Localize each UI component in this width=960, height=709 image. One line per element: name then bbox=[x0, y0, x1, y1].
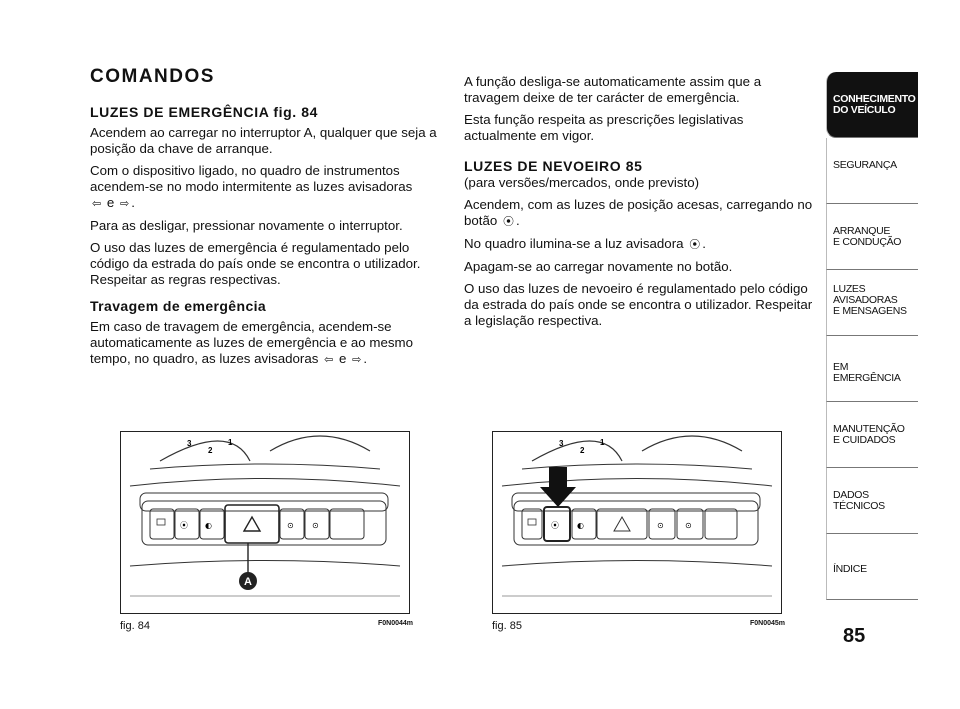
paragraph: Acendem ao carregar no interruptor A, qualquer que seja a posição da chave de arranque. bbox=[90, 125, 437, 156]
paragraph: Com o dispositivo ligado, no quadro de instrumentos acendem-se no modo intermitente as luzes avisadoras ⇦ e ⇨ . bbox=[90, 163, 413, 210]
paragraph-text: No quadro ilumina-se a luz avisadora bbox=[464, 236, 684, 251]
paragraph-text: Em caso de travagem de emergência, acendem-se automaticamente as luzes de emergência e ao mesmo tempo, no quadro, as luzes avisadoras bbox=[90, 319, 413, 366]
svg-text:⊙: ⊙ bbox=[312, 521, 319, 530]
gauge-number: 3 bbox=[559, 439, 564, 448]
right-column bbox=[464, 74, 814, 335]
gauge-number: 2 bbox=[208, 446, 213, 455]
svg-text:⊙: ⊙ bbox=[685, 521, 692, 530]
figure-85-caption: fig. 85 bbox=[492, 620, 522, 632]
front-fog-light-icon: ⦿ bbox=[502, 216, 514, 228]
figure-frame bbox=[492, 431, 782, 614]
left-column bbox=[90, 66, 440, 374]
front-fog-light-icon: ⦿ bbox=[689, 239, 701, 251]
gauge-number: 3 bbox=[187, 439, 192, 448]
paragraph: O uso das luzes de emergência é regulamentado pelo código da estrada do país onde se encontra o utilizador. Respeitar as regras respectivas. bbox=[90, 240, 421, 287]
tab-dados-tecnicos[interactable]: DADOS TÉCNICOS bbox=[826, 468, 918, 534]
paragraph: A função desliga-se automaticamente assim que a travagem deixe de ter carácter de emergência. bbox=[464, 74, 762, 105]
paragraph: Para as desligar, pressionar novamente o interruptor. bbox=[90, 218, 403, 233]
gauge-number: 1 bbox=[600, 438, 605, 447]
conjunction-text: e bbox=[106, 195, 115, 210]
tab-em-emergencia[interactable]: EM EMERGÊNCIA bbox=[826, 336, 918, 402]
section-heading-hazard: LUZES DE EMERGÊNCIA fig. 84 bbox=[90, 104, 319, 120]
svg-text:◐: ◐ bbox=[577, 521, 584, 530]
turn-right-arrow-icon: ⇨ bbox=[352, 354, 362, 366]
tab-luzes-avisadoras[interactable]: LUZES AVISADORAS E MENSAGENS bbox=[826, 270, 918, 336]
tab-manutencao-e-cuidados[interactable]: MANUTENÇÃO E CUIDADOS bbox=[826, 402, 918, 468]
tab-indice[interactable]: ÍNDICE bbox=[826, 534, 918, 600]
turn-right-arrow-icon: ⇨ bbox=[120, 198, 130, 210]
paragraph: Apagam-se ao carregar novamente no botão. bbox=[464, 259, 733, 274]
chapter-tabs bbox=[826, 72, 918, 600]
paragraph: O uso das luzes de nevoeiro é regulamentado pelo código da estrada do país onde se encontra o utilizador. Respeitar a legislação respectiva. bbox=[464, 281, 813, 328]
section-heading-emergency-braking: Travagem de emergência bbox=[90, 298, 267, 314]
tab-seguranca[interactable]: SEGURANÇA bbox=[826, 138, 918, 204]
section-subtitle: (para versões/mercados, onde previsto) bbox=[464, 175, 700, 190]
conjunction-text: e bbox=[339, 351, 347, 366]
figure-84-illustration bbox=[120, 431, 410, 614]
paragraph: No quadro ilumina-se a luz avisadora ⦿ . bbox=[464, 236, 706, 251]
paragraph: Esta função respeita as prescrições legislativas actualmente em vigor. bbox=[464, 112, 744, 143]
turn-left-arrow-icon: ⇦ bbox=[324, 354, 334, 366]
paragraph: Em caso de travagem de emergência, acendem-se automaticamente as luzes de emergência e ao mesmo tempo, no quadro, as luzes avisadoras ⇦ e ⇨ . bbox=[90, 319, 413, 366]
svg-text:◐: ◐ bbox=[205, 521, 212, 530]
tab-arranque-e-conducao[interactable]: ARRANQUE E CONDUÇÃO bbox=[826, 204, 918, 270]
figure-85-illustration bbox=[492, 431, 782, 614]
tab-conhecimento-do-veiculo[interactable]: CONHECIMENTO DO VEÍCULO bbox=[826, 72, 918, 138]
paragraph: Acendem, com as luzes de posição acesas, carregando no botão ⦿ . bbox=[464, 197, 813, 228]
page-title: COMANDOS bbox=[90, 66, 215, 87]
turn-left-arrow-icon: ⇦ bbox=[92, 198, 102, 210]
paragraph-text: Com o dispositivo ligado, no quadro de instrumentos acendem-se no modo intermitente as luzes avisadoras bbox=[90, 163, 413, 194]
figure-85-code: F0N0045m bbox=[750, 620, 786, 627]
gauge-number: 2 bbox=[580, 446, 585, 455]
svg-text:⦿: ⦿ bbox=[551, 521, 559, 530]
svg-text:⊙: ⊙ bbox=[657, 521, 664, 530]
section-heading-fog-lights: LUZES DE NEVOEIRO 85 bbox=[464, 158, 643, 174]
figure-84-caption: fig. 84 bbox=[120, 620, 150, 632]
svg-text:⦿: ⦿ bbox=[180, 521, 188, 530]
callout-label-a: A bbox=[244, 576, 252, 588]
paragraph-text: Acendem, com as luzes de posição acesas, carregando no botão bbox=[464, 197, 813, 228]
gauge-number: 1 bbox=[228, 438, 233, 447]
figure-84-code: F0N0044m bbox=[378, 620, 414, 627]
page-number: 85 bbox=[843, 625, 866, 647]
svg-text:⊙: ⊙ bbox=[287, 521, 294, 530]
figure-frame bbox=[120, 431, 410, 614]
